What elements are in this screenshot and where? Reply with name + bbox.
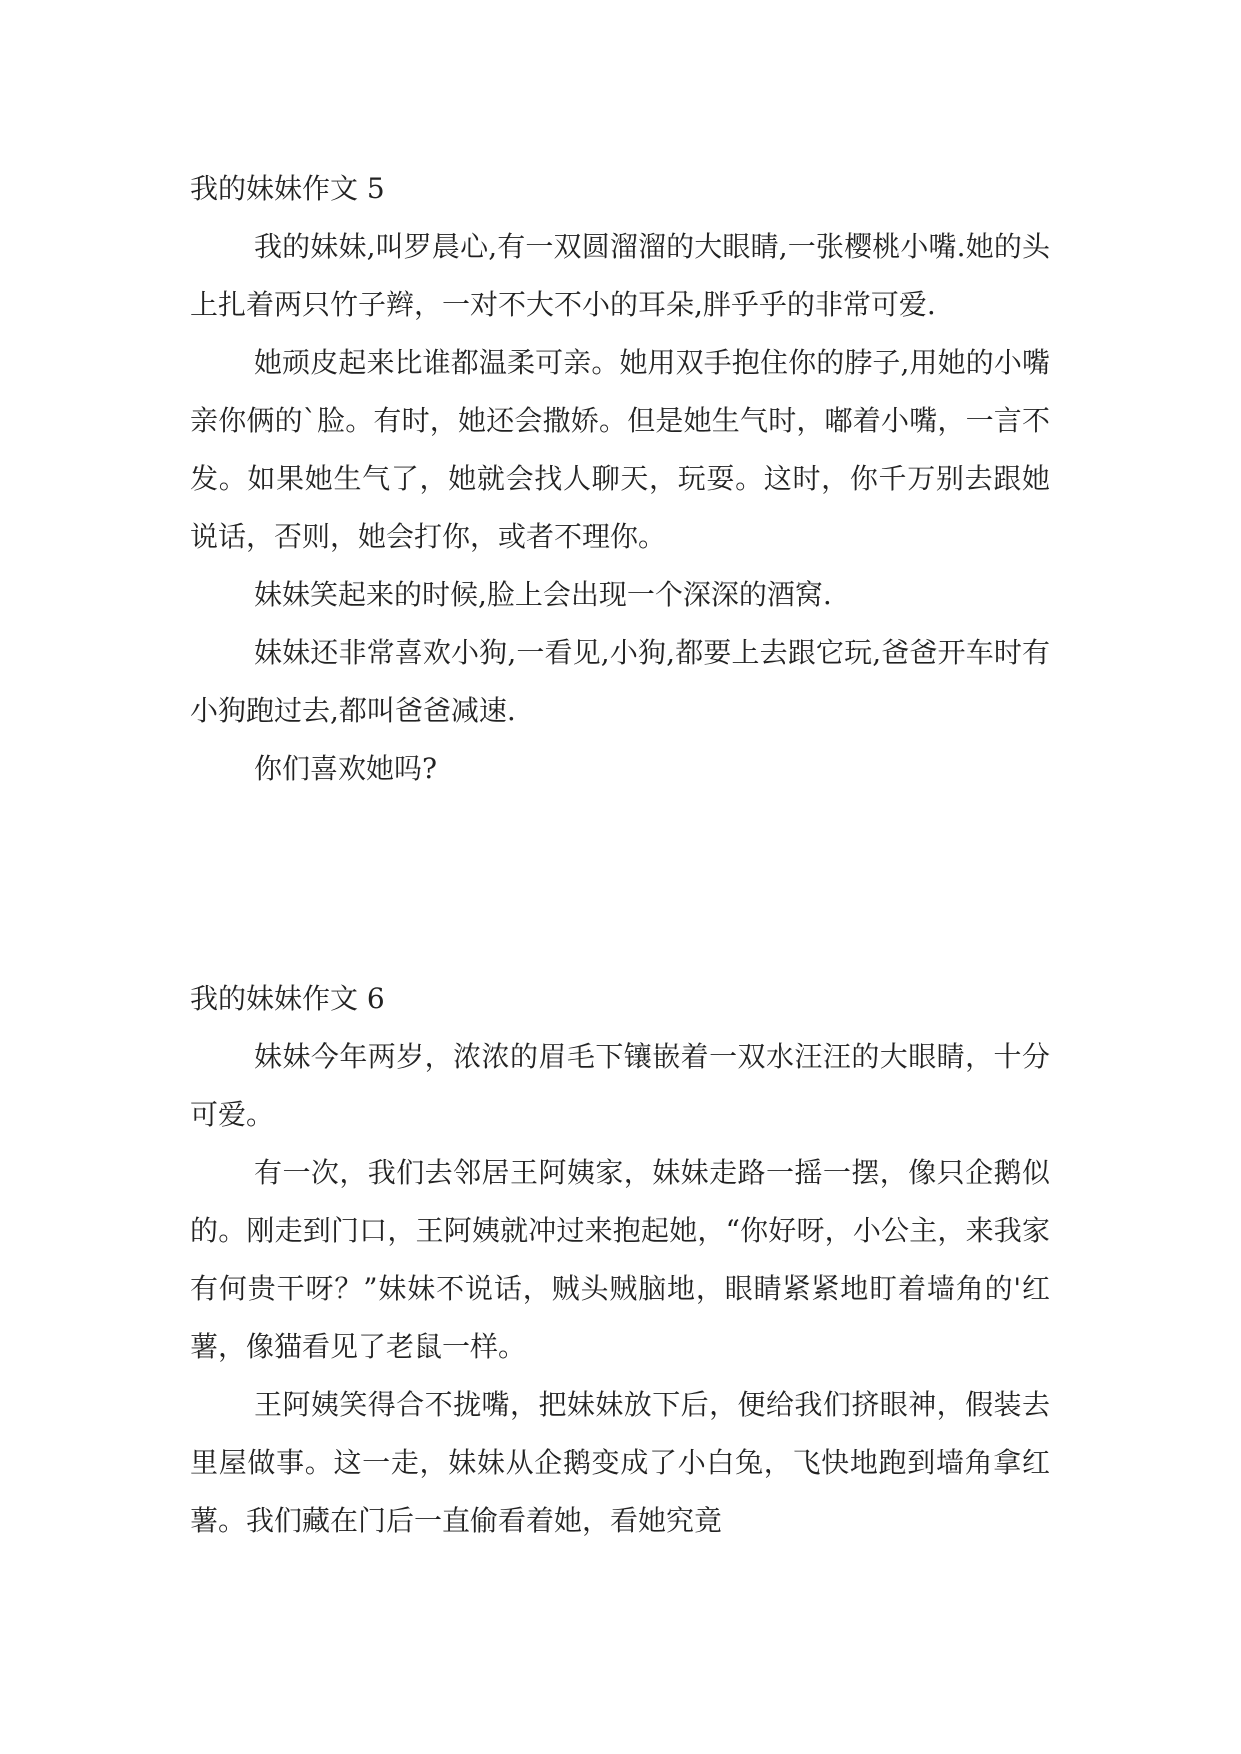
essay-title: 我的妹妹作文 6 [190,982,385,1015]
paragraph: 有一次，我们去邻居王阿姨家，妹妹走路一摇一摆，像只企鹅似的。刚走到门口，王阿姨就冲过来抱起她，“你好呀，小公主，来我家有何贵干呀？”妹妹不说话，贼头贼脑地，眼睛紧紧地盯着墙角的'红薯，像猫看见了老鼠一样。 [190,1156,1050,1363]
essay-title: 我的妹妹作文 5 [190,172,385,205]
paragraph: 你们喜欢她吗? [254,752,438,785]
essay-6 [190,970,1050,1550]
paragraph: 妹妹还非常喜欢小狗,一看见,小狗,都要上去跟它玩,爸爸开车时有小狗跑过去,都叫爸爸减速. [190,636,1050,727]
paragraph: 王阿姨笑得合不拢嘴，把妹妹放下后，便给我们挤眼神，假装去里屋做事。这一走，妹妹从企鹅变成了小白兔，飞快地跑到墙角拿红薯。我们藏在门后一直偷看着她，看她究竟 [190,1388,1050,1537]
paragraph: 我的妹妹,叫罗晨心,有一双圆溜溜的大眼睛,一张樱桃小嘴.她的头上扎着两只竹子辫，一对不大不小的耳朵,胖乎乎的非常可爱. [190,230,1050,321]
paragraph: 妹妹笑起来的时候,脸上会出现一个深深的酒窝. [254,578,832,611]
paragraph: 她顽皮起来比谁都温柔可亲。她用双手抱住你的脖子,用她的小嘴亲你俩的`脸。有时，她还会撒娇。但是她生气时，嘟着小嘴，一言不发。如果她生气了，她就会找人聊天，玩耍。这时，你千万别去跟她说话，否则，她会打你，或者不理你。 [190,346,1050,553]
essay-5 [190,160,1050,798]
paragraph: 妹妹今年两岁，浓浓的眉毛下镶嵌着一双水汪汪的大眼睛，十分可爱。 [190,1040,1050,1131]
